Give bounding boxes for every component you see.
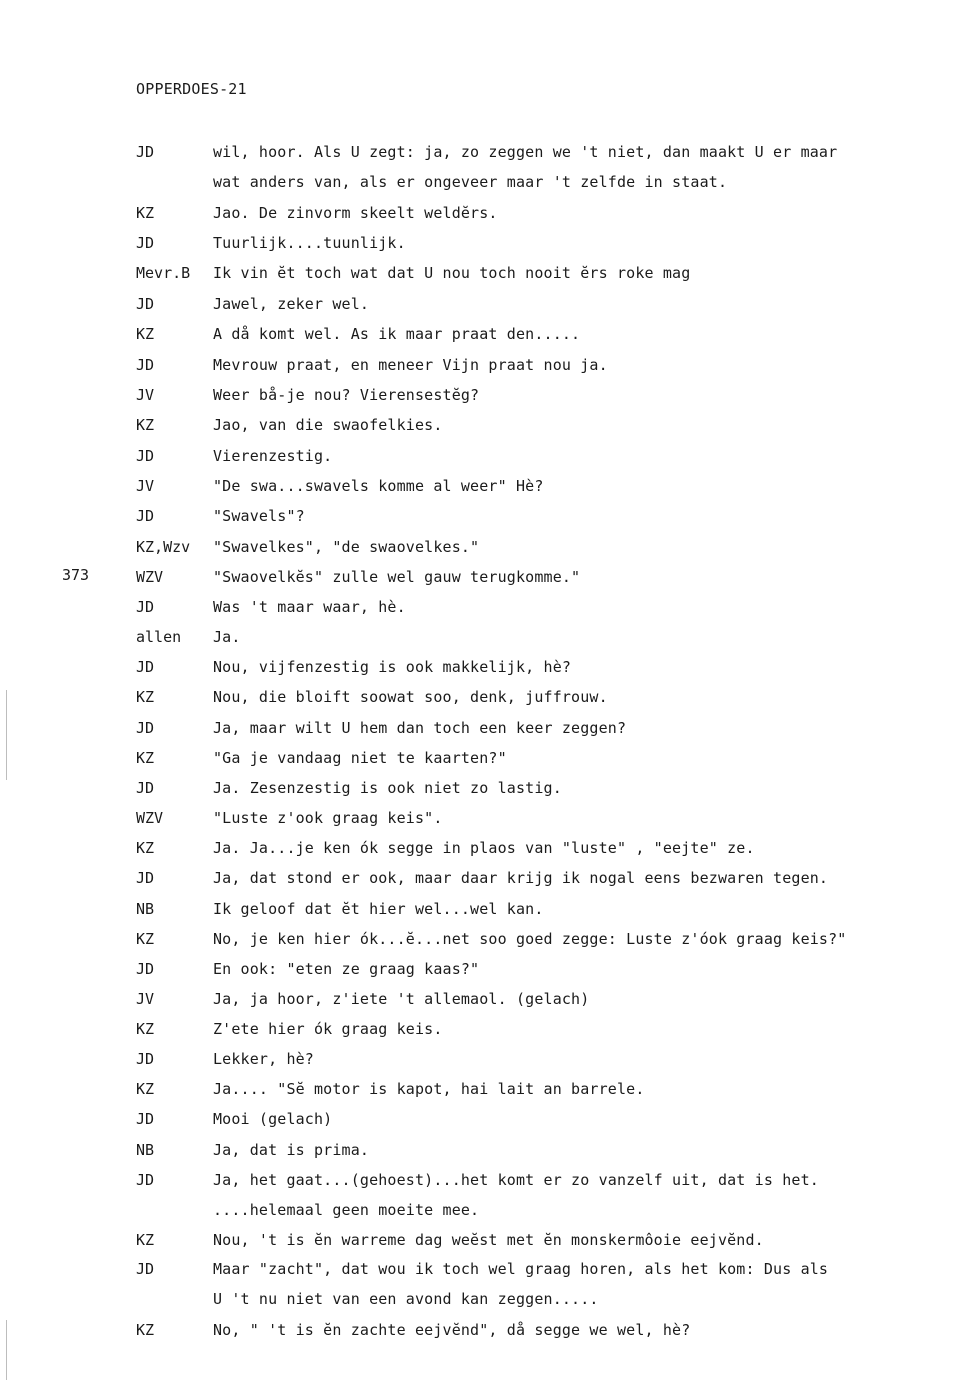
utterance-text: U 't nu niet van een avond kan zeggen.....	[213, 1290, 599, 1308]
speaker-label: KZ	[136, 1231, 155, 1249]
transcript-line	[0, 1110, 979, 1134]
utterance-text: Ja. Ja...je ken ók segge in plaos van "luste" , "eejte" ze.	[213, 839, 755, 857]
speaker-label: WZV	[136, 809, 164, 827]
utterance-text: Ik geloof dat ĕt hier wel...wel kan.	[213, 900, 544, 918]
utterance-text: wat anders van, als er ongeveer maar 't zelfde in staat.	[213, 173, 728, 191]
speaker-label: JD	[136, 869, 155, 887]
transcript-line	[0, 507, 979, 531]
utterance-text: Nou, die bloift soowat soo, denk, juffrouw.	[213, 688, 608, 706]
transcript-line	[0, 538, 979, 562]
transcript-line	[0, 356, 979, 380]
transcript-line	[0, 295, 979, 319]
transcript-line	[0, 749, 979, 773]
transcript-line	[0, 1171, 979, 1195]
utterance-text: Tuurlijk....tuunlijk.	[213, 234, 406, 252]
speaker-label: NB	[136, 900, 155, 918]
utterance-text: Ja, het gaat...(gehoest)...het komt er zo vanzelf uit, dat is het.	[213, 1171, 819, 1189]
utterance-text: No, je ken hier ók...ĕ...net soo goed zegge: Luste z'óok graag keis?"	[213, 930, 847, 948]
transcript-line	[0, 869, 979, 893]
speaker-label: JD	[136, 356, 155, 374]
transcript-line	[0, 598, 979, 622]
transcript-line	[0, 809, 979, 833]
transcript-line	[0, 234, 979, 258]
utterance-text: Ja. Zesenzestig is ook niet zo lastig.	[213, 779, 562, 797]
utterance-text: Ja, dat stond er ook, maar daar krijg ik nogal eens bezwaren tegen.	[213, 869, 829, 887]
transcript-line	[0, 1201, 979, 1225]
speaker-label: KZ,Wzv	[136, 538, 191, 556]
utterance-text: Ja.... "Sĕ motor is kapot, hai lait an barrele.	[213, 1080, 645, 1098]
speaker-label: KZ	[136, 1080, 155, 1098]
transcript-line	[0, 143, 979, 167]
transcript-line	[0, 1290, 979, 1314]
transcript-line	[0, 264, 979, 288]
transcript-line	[0, 839, 979, 863]
utterance-text: No, " 't is ĕn zachte eejvĕnd", då segge we wel, hè?	[213, 1321, 691, 1339]
speaker-label: JD	[136, 507, 155, 525]
utterance-text: Ja, dat is prima.	[213, 1141, 370, 1159]
speaker-label: allen	[136, 628, 182, 646]
page-header: OPPERDOES-21	[136, 80, 247, 98]
transcript-line	[0, 930, 979, 954]
speaker-label: KZ	[136, 416, 155, 434]
utterance-text: Nou, vijfenzestig is ook makkelijk, hè?	[213, 658, 572, 676]
speaker-label: Mevr.B	[136, 264, 191, 282]
utterance-text: Mooi (gelach)	[213, 1110, 333, 1128]
transcript-line	[0, 386, 979, 410]
transcript-line	[0, 719, 979, 743]
speaker-label: JV	[136, 386, 155, 404]
speaker-label: JD	[136, 598, 155, 616]
transcript-line	[0, 688, 979, 712]
transcript-line	[0, 628, 979, 652]
utterance-text: Jao, van die swaofelkies.	[213, 416, 443, 434]
utterance-text: Maar "zacht", dat wou ik toch wel graag horen, als het kom: Dus als	[213, 1260, 829, 1278]
utterance-text: "Swavelkes", "de swaovelkes."	[213, 538, 480, 556]
utterance-text: Weer bå-je nou? Vierensestĕg?	[213, 386, 480, 404]
utterance-text: Lekker, hè?	[213, 1050, 314, 1068]
speaker-label: KZ	[136, 749, 155, 767]
transcript-line	[0, 1020, 979, 1044]
utterance-text: Ja, maar wilt U hem dan toch een keer zeggen?	[213, 719, 627, 737]
speaker-label: JD	[136, 1110, 155, 1128]
utterance-text: Nou, 't is ĕn warreme dag weĕst met ĕn monskermôoie eejvĕnd.	[213, 1231, 764, 1249]
speaker-label: JD	[136, 779, 155, 797]
utterance-text: "Luste z'ook graag keis".	[213, 809, 443, 827]
utterance-text: "Ga je vandaag niet te kaarten?"	[213, 749, 507, 767]
transcript-line	[0, 990, 979, 1014]
speaker-label: WZV	[136, 568, 164, 586]
speaker-label: JD	[136, 295, 155, 313]
transcript-line	[0, 1231, 979, 1255]
speaker-label: JD	[136, 1171, 155, 1189]
speaker-label: JD	[136, 234, 155, 252]
utterance-text: Was 't maar waar, hè.	[213, 598, 406, 616]
transcript-line	[0, 1080, 979, 1104]
speaker-label: KZ	[136, 1020, 155, 1038]
utterance-text: "Swavels"?	[213, 507, 305, 525]
utterance-text: Ja.	[213, 628, 241, 646]
utterance-text: "Swaovelkĕs" zulle wel gauw terugkomme."	[213, 568, 581, 586]
speaker-label: KZ	[136, 839, 155, 857]
speaker-label: JD	[136, 447, 155, 465]
transcript-line	[0, 960, 979, 984]
transcript-line	[0, 447, 979, 471]
speaker-label: JV	[136, 990, 155, 1008]
transcript-line	[0, 477, 979, 501]
utterance-text: "De swa...swavels komme al weer" Hè?	[213, 477, 544, 495]
transcript-line	[0, 779, 979, 803]
speaker-label: JD	[136, 719, 155, 737]
speaker-label: NB	[136, 1141, 155, 1159]
utterance-text: Jao. De zinvorm skeelt weldĕrs.	[213, 204, 498, 222]
transcript-line	[0, 1260, 979, 1284]
speaker-label: JD	[136, 1050, 155, 1068]
utterance-text: A då komt wel. As ik maar praat den.....	[213, 325, 581, 343]
speaker-label: KZ	[136, 930, 155, 948]
speaker-label: JD	[136, 1260, 155, 1278]
transcript-line	[0, 900, 979, 924]
speaker-label: KZ	[136, 1321, 155, 1339]
transcript-line	[0, 658, 979, 682]
speaker-label: KZ	[136, 688, 155, 706]
utterance-text: ....helemaal geen moeite mee.	[213, 1201, 480, 1219]
transcript-line	[0, 173, 979, 197]
transcript-line	[0, 1050, 979, 1074]
margin-line-number: 373	[62, 566, 90, 584]
speaker-label: KZ	[136, 204, 155, 222]
speaker-label: JD	[136, 960, 155, 978]
transcript-line	[0, 568, 979, 592]
speaker-label: JV	[136, 477, 155, 495]
utterance-text: Ja, ja hoor, z'iete 't allemaol. (gelach)	[213, 990, 590, 1008]
speaker-label: JD	[136, 658, 155, 676]
utterance-text: En ook: "eten ze graag kaas?"	[213, 960, 480, 978]
speaker-label: KZ	[136, 325, 155, 343]
utterance-text: Vierenzestig.	[213, 447, 333, 465]
utterance-text: Z'ete hier ók graag keis.	[213, 1020, 443, 1038]
transcript-line	[0, 325, 979, 349]
transcript-line	[0, 204, 979, 228]
transcript-line	[0, 1141, 979, 1165]
utterance-text: wil, hoor. Als U zegt: ja, zo zeggen we 't niet, dan maakt U er maar	[213, 143, 838, 161]
utterance-text: Mevrouw praat, en meneer Vijn praat nou ja.	[213, 356, 608, 374]
utterance-text: Jawel, zeker wel.	[213, 295, 370, 313]
speaker-label: JD	[136, 143, 155, 161]
transcript-line	[0, 416, 979, 440]
transcript-line	[0, 1321, 979, 1345]
utterance-text: Ik vin ĕt toch wat dat U nou toch nooit ĕrs roke mag	[213, 264, 691, 282]
